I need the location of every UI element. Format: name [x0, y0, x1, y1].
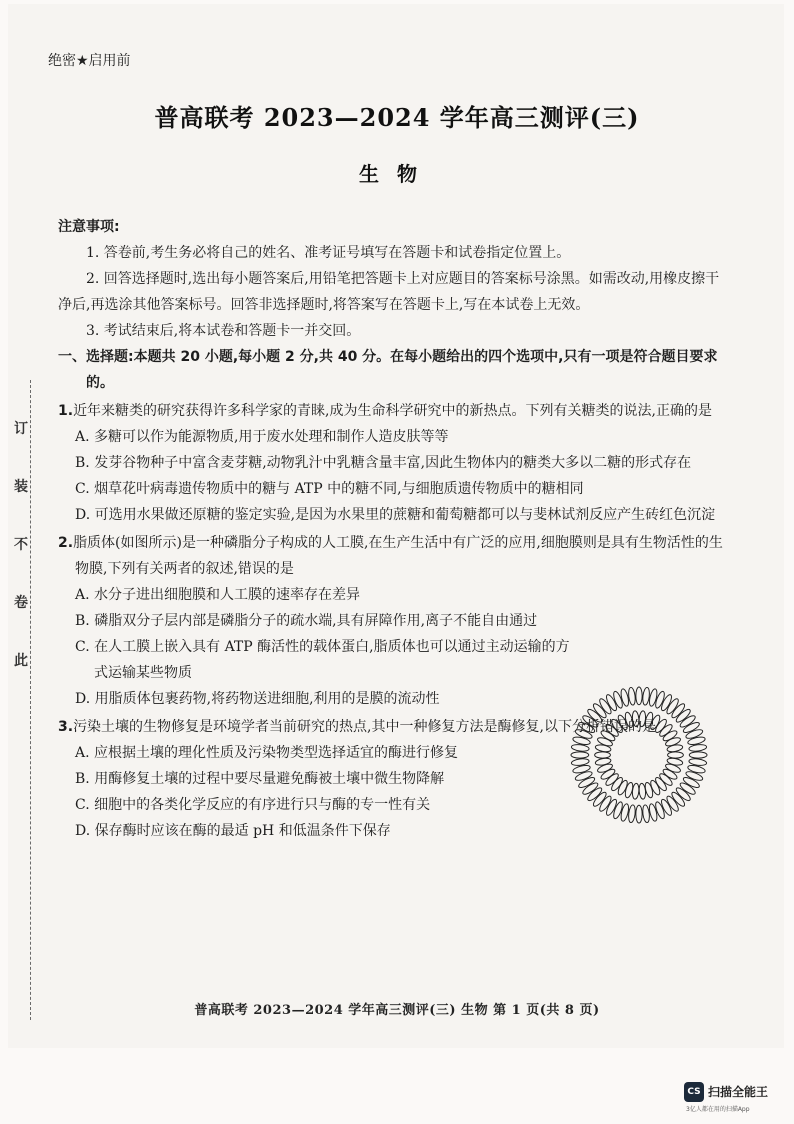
phospholipid-loop	[636, 687, 642, 705]
phospholipid-loop	[636, 805, 642, 823]
question-number: 2.	[58, 535, 74, 551]
option: C. 烟草花叶病毒遗传物质中的糖与 ATP 中的糖不同,与细胞质遗传物质中的糖相同	[75, 481, 584, 497]
question-stem: 脂质体(如图所示)是一种磷脂分子构成的人工膜,在生产生活中有广泛的应用,细胞膜则是具有生物活性的生物膜,下列有关两者的叙述,错误的是	[73, 535, 723, 577]
option: B. 磷脂双分子层内部是磷脂分子的疏水端,具有屏障作用,离子不能自由通过	[75, 613, 538, 629]
notice-item: 2. 回答选择题时,选出每小题答案后,用铅笔把答题卡上对应题目的答案标号涂黑。如需改动,用橡皮擦干净后,再选涂其他答案标号。回答非选择题时,将答案写在答题卡上,写在本试卷上无效。	[58, 271, 720, 313]
binding-fold-line	[30, 380, 31, 1020]
question-stem: 污染土壤的生物修复是环境学者当前研究的热点,其中一种修复方法是酶修复,以下分析错误的是	[73, 719, 656, 735]
scanner-app-name: 扫描全能王	[708, 1085, 769, 1099]
question-1	[58, 398, 730, 424]
option: C. 细胞中的各类化学反应的有序进行只与酶的专一性有关	[75, 797, 431, 813]
notice-heading: 注意事项:	[58, 219, 120, 235]
option: A. 水分子进出细胞膜和人工膜的速率存在差异	[75, 587, 361, 603]
question-stem: 近年来糖类的研究获得许多科学家的青睐,成为生命科学研究中的新热点。下列有关糖类的说法,正确的是	[73, 403, 712, 419]
scanner-tagline: 3亿人都在用的扫描App	[686, 1106, 750, 1113]
subject-title: 生物	[359, 162, 435, 186]
option: D. 保存酶时应该在酶的最适 pH 和低温条件下保存	[75, 823, 391, 839]
phospholipid-loop	[668, 752, 684, 758]
option: D. 用脂质体包裹药物,将药物送进细胞,利用的是膜的流动性	[75, 691, 440, 707]
question-number: 3.	[58, 719, 74, 735]
option: C. 在人工膜上嵌入具有 ATP 酶活性的载体蛋白,脂质体也可以通过主动运输的方式运输某些物质	[75, 639, 570, 681]
phospholipid-loop	[667, 744, 684, 753]
margin-char: 不	[14, 537, 28, 553]
camscanner-logo-icon: CS	[684, 1082, 704, 1102]
phospholipid-loop	[595, 752, 611, 758]
scanner-watermark	[684, 1080, 784, 1116]
notice-item: 1. 答卷前,考生务必将自己的姓名、准考证号填写在答题卡和试卷指定位置上。	[86, 245, 571, 261]
phospholipid-loop	[571, 752, 589, 758]
exam-title: 普高联考 2023—2024 学年高三测评(三)	[154, 103, 640, 132]
binding-margin-notice	[12, 422, 30, 712]
question-2	[58, 530, 730, 582]
section-heading: 一、选择题:本题共 20 小题,每小题 2 分,共 40 分。在每小题给出的四个选项中,只有一项是符合题目要求的。	[58, 349, 718, 391]
option: D. 可选用水果做还原糖的鉴定实验,是因为水果里的蔗糖和葡萄糖都可以与斐林试剂反应产生砖红色沉淀	[75, 507, 716, 523]
margin-char: 此	[14, 653, 28, 669]
margin-char: 卷	[14, 595, 28, 611]
liposome-diagram	[570, 686, 708, 824]
phospholipid-loop	[667, 757, 684, 766]
question-number: 1.	[58, 403, 74, 419]
option: A. 应根据土壤的理化性质及污染物类型选择适宜的酶进行修复	[75, 745, 459, 761]
margin-char: 订	[14, 421, 28, 437]
option: B. 发芽谷物种子中富含麦芽糖,动物乳汁中乳糖含量丰富,因此生物体内的糖类大多以二糖的形式存在	[75, 455, 692, 471]
option: A. 多糖可以作为能源物质,用于废水处理和制作人造皮肤等等	[75, 429, 449, 445]
phospholipid-loop	[689, 752, 707, 758]
margin-char: 装	[14, 479, 28, 495]
secret-label: 绝密★启用前	[48, 53, 131, 69]
notice-item: 3. 考试结束后,将本试卷和答题卡一并交回。	[86, 323, 361, 339]
page-footer: 普高联考 2023—2024 学年高三测评(三) 生物 第 1 页(共 8 页)	[194, 1003, 600, 1018]
phospholipid-loop	[595, 744, 612, 753]
option: B. 用酶修复土壤的过程中要尽量避免酶被土壤中微生物降解	[75, 771, 445, 787]
